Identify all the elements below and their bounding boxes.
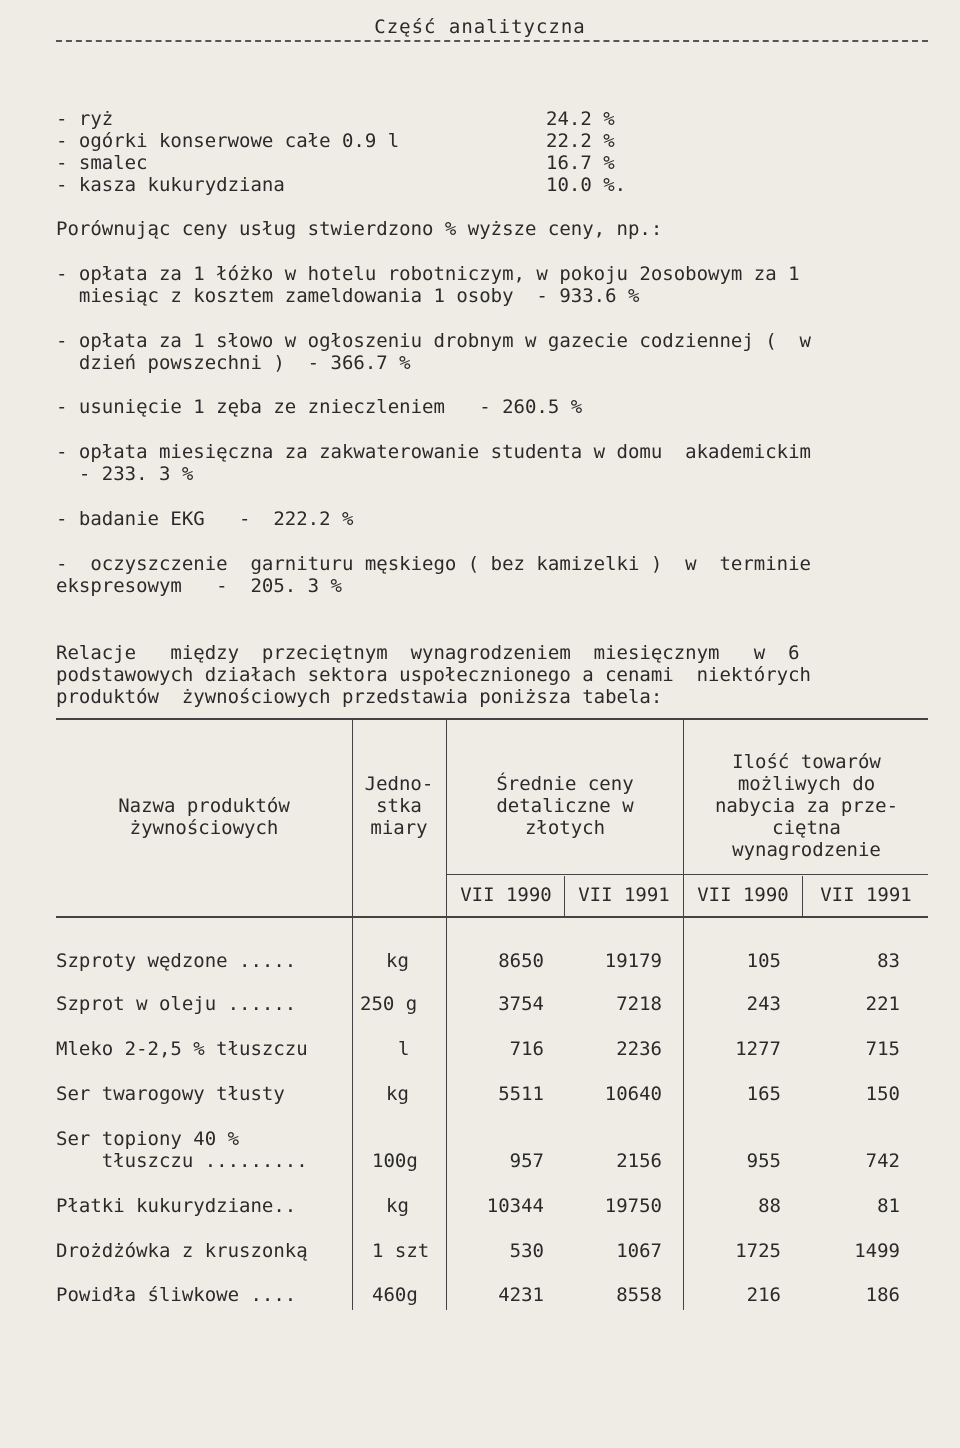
table-cell-unit: 100g: [372, 1150, 418, 1172]
table-cell-qty-1991: 81: [877, 1195, 900, 1217]
table-cell-product: Szproty wędzone .....: [56, 950, 297, 972]
table-cell-qty-1990: 1725: [735, 1240, 781, 1262]
service-line: - 233. 3 %: [56, 463, 194, 485]
table-cell-qty-1990: 1277: [735, 1038, 781, 1060]
list-item-label: - ryż: [56, 108, 114, 130]
table-cell-unit: 460g: [372, 1284, 418, 1306]
table-cell-unit: kg: [386, 1195, 409, 1217]
table-cell-price-1990: 3754: [498, 993, 544, 1015]
table-cell-product: Mleko 2-2,5 % tłuszczu: [56, 1038, 308, 1060]
list-item-value: 16.7 %: [546, 152, 615, 174]
table-cell-price-1991: 1067: [616, 1240, 662, 1262]
table-cell-unit: 1 szt: [372, 1240, 430, 1262]
service-line: ekspresowym - 205. 3 %: [56, 575, 342, 597]
table-cell-price-1991: 7218: [616, 993, 662, 1015]
list-item-value: 10.0 %.: [546, 174, 627, 196]
table-cell-unit: 250 g: [360, 993, 418, 1015]
paragraph-line: podstawowych działach sektora uspołecznionego a cenami niektórych: [56, 664, 811, 686]
table-cell-price-1991: 19750: [604, 1195, 662, 1217]
table-cell-qty-1991: 83: [877, 950, 900, 972]
service-line: dzień powszechni ) - 366.7 %: [56, 352, 411, 374]
table-cell-qty-1991: 221: [865, 993, 900, 1015]
table-cell-qty-1991: 715: [865, 1038, 900, 1060]
table-cell-qty-1990: 243: [746, 993, 781, 1015]
subheader-qty-1990: VII 1990: [697, 884, 789, 906]
table-cell-product: Szprot w oleju ......: [56, 993, 297, 1015]
table-top-rule: [56, 718, 928, 720]
table-cell-qty-1991: 186: [865, 1284, 900, 1306]
list-item-label: - kasza kukurydziana: [56, 174, 285, 196]
table-cell-qty-1990: 165: [746, 1083, 781, 1105]
header-product: Nazwa produktów żywnościowych: [118, 795, 290, 839]
header-unit: Jedno- stka miary: [364, 773, 434, 839]
table-cell-price-1990: 716: [509, 1038, 544, 1060]
table-cell-qty-1991: 1499: [854, 1240, 900, 1262]
table-cell-price-1991: 10640: [604, 1083, 662, 1105]
services-intro: Porównując ceny usług stwierdzono % wyższe ceny, np.:: [56, 218, 663, 240]
table-cell-price-1990: 957: [509, 1150, 544, 1172]
header-quantity: Ilość towarów możliwych do nabycia za prze- ciętna wynagrodzenie: [714, 751, 899, 861]
table-cell-qty-1990: 105: [746, 950, 781, 972]
service-line: - oczyszczenie garnituru męskiego ( bez kamizelki ) w terminie: [56, 553, 811, 575]
paragraph-line: Relacje między przeciętnym wynagrodzeniem miesięcznym w 6: [56, 642, 800, 664]
table-cell-price-1990: 8650: [498, 950, 544, 972]
list-item-label: - smalec: [56, 152, 148, 174]
list-item-value: 24.2 %: [546, 108, 615, 130]
service-line: - opłata miesięczna za zakwaterowanie studenta w domu akademickim: [56, 441, 811, 463]
table-header-rule: [56, 916, 928, 918]
table-cell-unit: kg: [386, 950, 409, 972]
title-divider: [56, 40, 928, 42]
service-line: - usunięcie 1 zęba ze znieczleniem - 260.5 %: [56, 396, 583, 418]
table-vline: [564, 876, 565, 916]
list-item-label: - ogórki konserwowe całe 0.9 l: [56, 130, 400, 152]
service-line: - opłata za 1 łóżko w hotelu robotniczym, w pokoju 2osobowym za 1: [56, 263, 800, 285]
header-prices: Średnie ceny detaliczne w złotych: [496, 773, 634, 839]
table-vline: [683, 720, 684, 1310]
paragraph-line: produktów żywnościowych przedstawia poniższa tabela:: [56, 686, 663, 708]
table-cell-qty-1991: 742: [865, 1150, 900, 1172]
table-subheader-rule: [446, 874, 928, 875]
table-cell-price-1990: 10344: [486, 1195, 544, 1217]
service-line: miesiąc z kosztem zameldowania 1 osoby - 933.6 %: [56, 285, 640, 307]
table-cell-price-1991: 2236: [616, 1038, 662, 1060]
table-vline: [802, 876, 803, 916]
table-cell-unit: kg: [386, 1083, 409, 1105]
table-cell-price-1991: 2156: [616, 1150, 662, 1172]
table-cell-product: Ser topiony 40 % tłuszczu .........: [56, 1128, 308, 1172]
table-cell-qty-1990: 216: [746, 1284, 781, 1306]
table-cell-qty-1990: 955: [746, 1150, 781, 1172]
table-vline: [352, 720, 353, 1310]
subheader-prices-1991: VII 1991: [578, 884, 670, 906]
table-cell-unit: l: [398, 1038, 410, 1060]
service-line: - badanie EKG - 222.2 %: [56, 508, 354, 530]
table-cell-price-1991: 19179: [604, 950, 662, 972]
subheader-qty-1991: VII 1991: [820, 884, 912, 906]
table-cell-price-1990: 5511: [498, 1083, 544, 1105]
table-cell-product: Płatki kukurydziane..: [56, 1195, 297, 1217]
table-cell-price-1991: 8558: [616, 1284, 662, 1306]
list-item-value: 22.2 %: [546, 130, 615, 152]
table-vline: [446, 720, 447, 1310]
table-cell-product: Powidła śliwkowe ....: [56, 1284, 297, 1306]
table-cell-price-1990: 530: [509, 1240, 544, 1262]
table-cell-qty-1991: 150: [865, 1083, 900, 1105]
table-cell-qty-1990: 88: [758, 1195, 781, 1217]
table-cell-product: Drożdżówka z kruszonką: [56, 1240, 308, 1262]
service-line: - opłata za 1 słowo w ogłoszeniu drobnym w gazecie codziennej ( w: [56, 330, 811, 352]
table-cell-product: Ser twarogowy tłusty: [56, 1083, 285, 1105]
subheader-prices-1990: VII 1990: [460, 884, 552, 906]
table-cell-price-1990: 4231: [498, 1284, 544, 1306]
page-title: Część analityczna: [374, 16, 586, 38]
